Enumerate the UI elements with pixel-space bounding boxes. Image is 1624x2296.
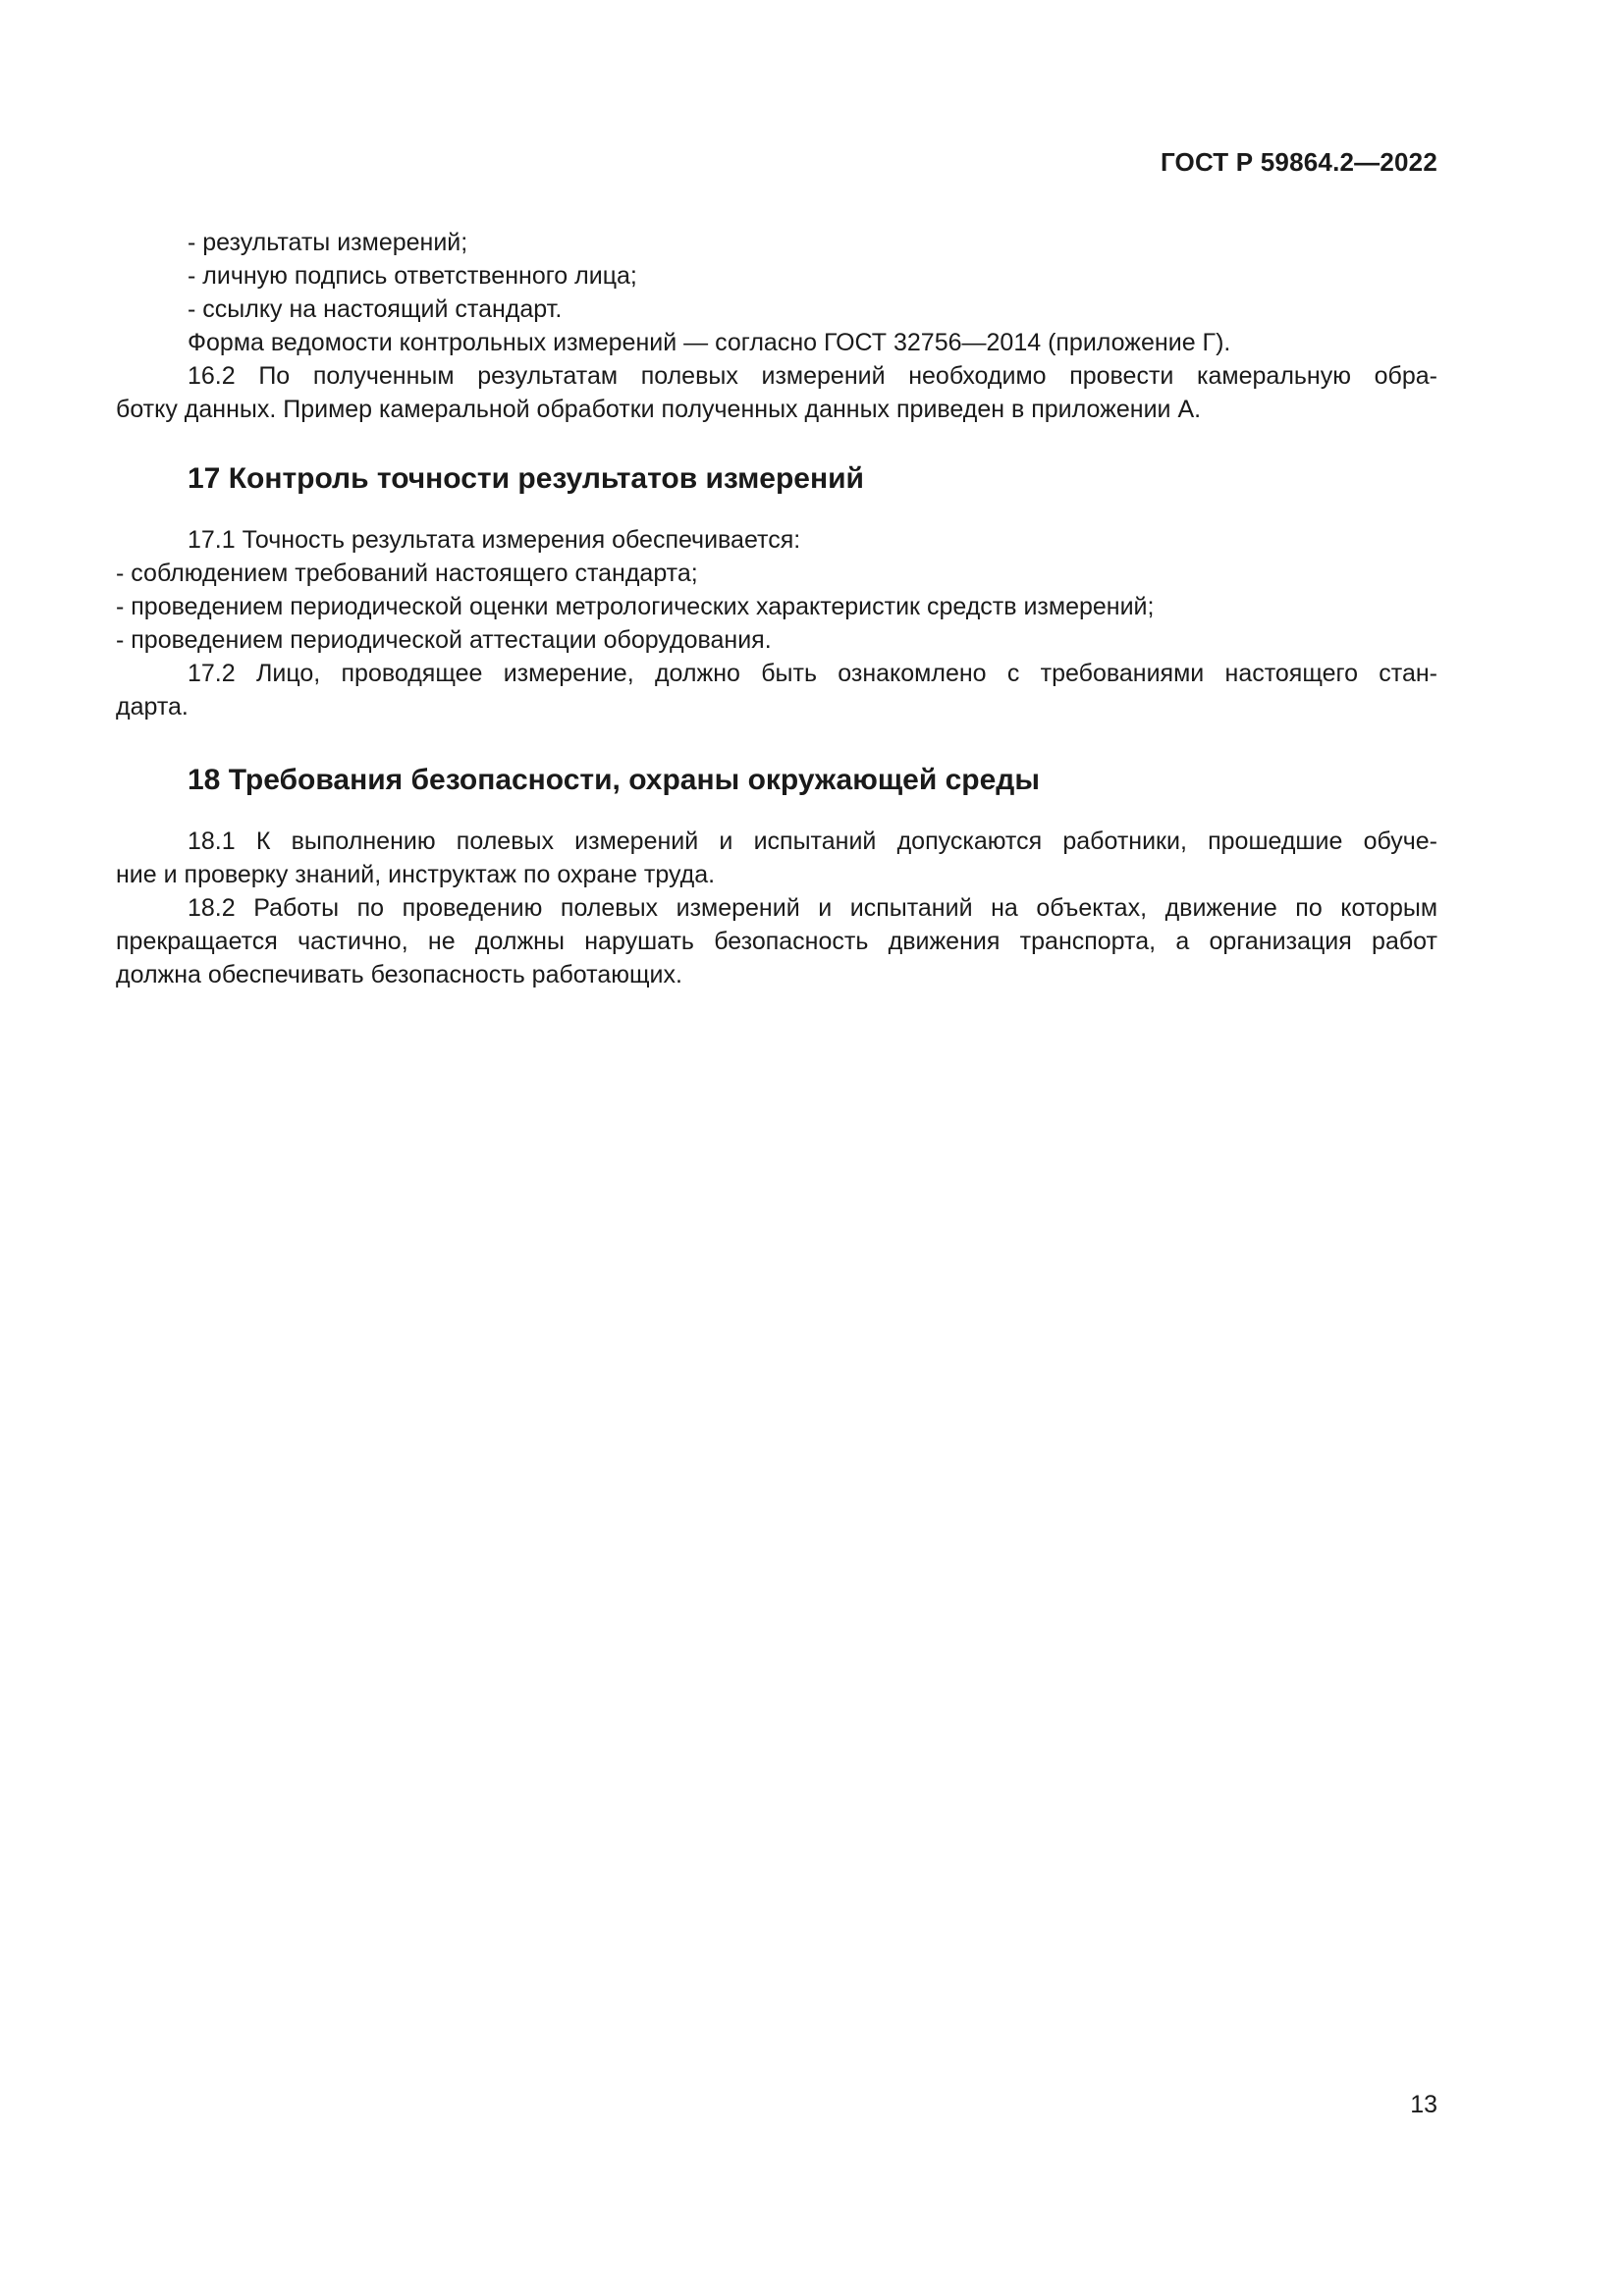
paragraph-18-1-line-1: 18.1 К выполнению полевых измерений и испытаний допускаются работники, прошедшие обуче- [188,828,1437,855]
document-body [116,226,1437,991]
paragraph-18-2-line-3: должна обеспечивать безопасность работающих. [116,961,682,988]
list-item: - ссылку на настоящий стандарт. [188,295,563,323]
form-reference-paragraph: Форма ведомости контрольных измерений — согласно ГОСТ 32756—2014 (приложение Г). [188,329,1231,356]
paragraph-17-2-line-1: 17.2 Лицо, проводящее измерение, должно быть ознакомлено с требованиями настоящего стан- [188,660,1437,687]
list-item: - результаты измерений; [188,229,468,256]
page-number: 13 [1410,2091,1437,2118]
list-item: - проведением периодической аттестации оборудования. [116,626,772,654]
paragraph-18-1-line-2: ние и проверку знаний, инструктаж по охране труда. [116,861,716,888]
section-17-heading: 17 Контроль точности результатов измерений [188,462,864,495]
list-item: - соблюдением требований настоящего стандарта; [116,560,698,587]
document-code-header: ГОСТ Р 59864.2—2022 [1160,147,1437,177]
paragraph-18-2-line-2: прекращается частично, не должны нарушать безопасность движения транспорта, а организация работ [116,928,1437,955]
paragraph-17-2-line-2: дарта. [116,693,189,721]
list-item: - личную подпись ответственного лица; [188,262,637,290]
paragraph-16-2-line-1: 16.2 По полученным результатам полевых измерений необходимо провести камеральную обра- [188,362,1437,390]
section-18-heading: 18 Требования безопасности, охраны окружающей среды [188,764,1040,796]
paragraph-16-2-line-2: ботку данных. Пример камеральной обработки полученных данных приведен в приложении А. [116,396,1202,423]
list-item: - проведением периодической оценки метрологических характеристик средств измерений; [116,593,1155,620]
paragraph-18-2-line-1: 18.2 Работы по проведению полевых измерений и испытаний на объектах, движение по которым [188,894,1437,922]
paragraph-17-1: 17.1 Точность результата измерения обеспечивается: [188,526,801,554]
